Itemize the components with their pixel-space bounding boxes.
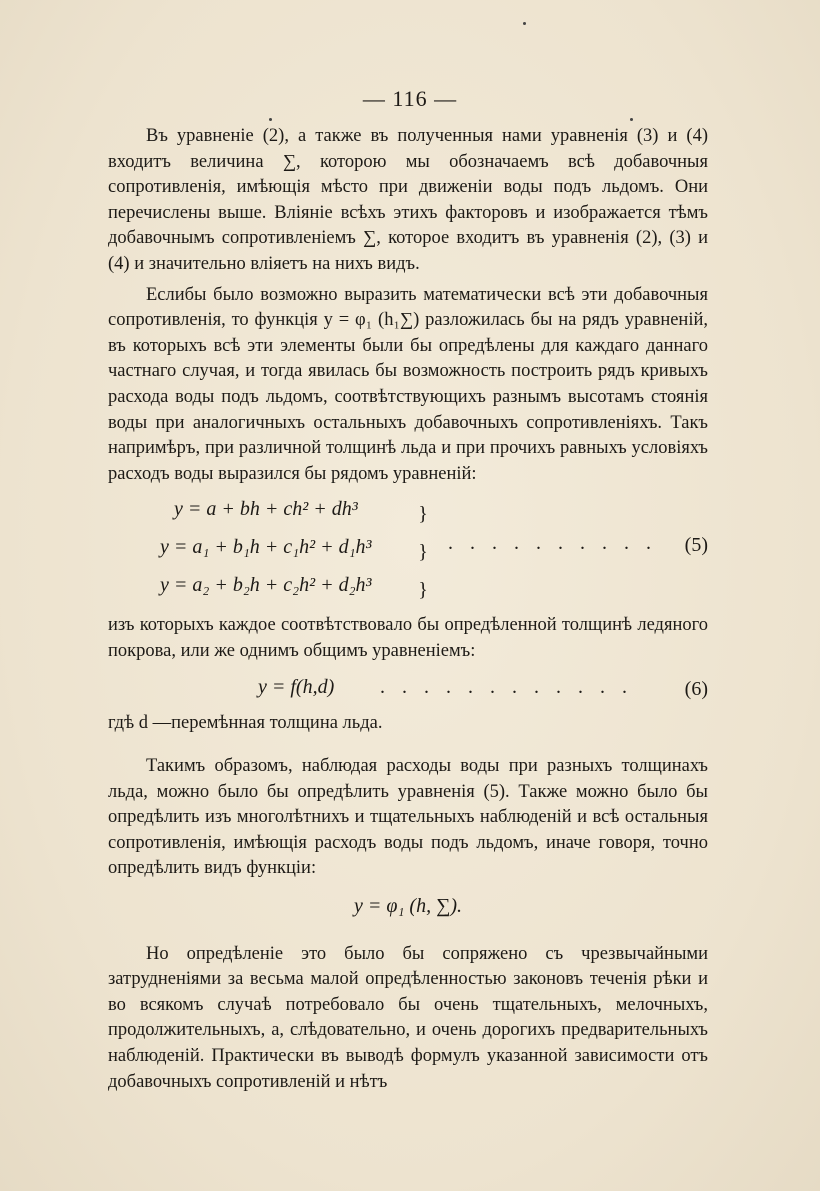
equation-line: y = a + bh + ch² + dh³ xyxy=(174,498,358,521)
equation-number: (6) xyxy=(684,677,708,700)
paragraph: Еслибы было возможно выразить математически всѣ эти добавочныя сопротивленія, то функція y = φ₁ (h₁∑) разложилась бы на рядъ уравненій, въ которыхъ всѣ эти элементы были бы опредѣлены для каждаго даннаго частнаго случая, и тогда явилась бы возможность построить рядъ кривыхъ расхода воды подъ льдомъ, соотвѣтствующихъ разнымъ высотамъ стоянія воды при аналогичныхъ остальныхъ добавочныхъ сопротивленіяхъ. Такъ напримѣръ, при различной толщинѣ льда и при прочихъ равныхъ условіяхъ расходъ воды выразился бы рядомъ уравненій: xyxy=(108,284,708,484)
scan-speck xyxy=(269,118,272,121)
equation-6 xyxy=(108,673,708,707)
equation: y = f(h,d) xyxy=(258,675,335,698)
scan-speck xyxy=(523,22,526,25)
equation-line: y = a₂ + b₂h + c₂h² + d₂h³ xyxy=(160,574,372,597)
paragraph: Такимъ образомъ, наблюдая расходы воды при разныхъ толщинахъ льда, можно было бы опредѣлить уравненія (5). Также можно было бы опредѣлить изъ многолѣтнихъ и тщательныхъ наблюденій и всѣ остальныя сопротивленія, имѣющія расходъ воды подъ льдомъ, иначе говоря, точно опредѣлить видъ функціи: xyxy=(108,756,708,879)
equation-number: (5) xyxy=(684,534,708,557)
paragraph: гдѣ d —перемѣнная толщина льда. xyxy=(108,712,383,733)
scan-speck xyxy=(630,118,633,121)
brace: } } } xyxy=(418,503,428,602)
page-number: — 116 — xyxy=(362,86,458,111)
equation-line: y = a₁ + b₁h + c₁h² + d₁h³ xyxy=(160,536,372,559)
equation-function: y = φ₁ (h, ∑). xyxy=(354,895,462,918)
equation-system-5 xyxy=(108,493,708,611)
paragraph: Въ уравненіе (2), а также въ полученныя нами уравненія (3) и (4) входитъ величина ∑, которою мы обозначаемъ всѣ добавочныя сопротивленія, имѣющія мѣсто при движеніи воды подъ льдомъ. Они перечислены выше. Вліяніе всѣхъ этихъ факторовъ и изображается тѣмъ добавочнымъ сопротивленіемъ ∑, которое входитъ въ уравненія (2), (3) и (4) и значительно вліяетъ на нихъ видъ. xyxy=(108,126,708,274)
main-text xyxy=(108,124,708,1095)
paragraph: Но опредѣленіе это было бы сопряжено съ чрезвычайными затрудненіями за весьма малой опредѣленностью законовъ теченія рѣки и во всякомъ случаѣ потребовало бы очень тщательныхъ, мелочныхъ, продолжительныхъ, а, слѣдовательно, и очень дорогихъ предварительныхъ наблюденій. Практически въ выводѣ формулъ указанной зависимости отъ добавочныхъ сопротивленій и нѣтъ xyxy=(108,943,708,1092)
leader-dots: . . . . . . . . . . xyxy=(448,532,657,555)
leader-dots: . . . . . . . . . . . . xyxy=(380,675,633,698)
paragraph: изъ которыхъ каждое соотвѣтствовало бы опредѣленной толщинѣ ледяного покрова, или же однимъ общимъ уравненіемъ: xyxy=(108,615,708,661)
